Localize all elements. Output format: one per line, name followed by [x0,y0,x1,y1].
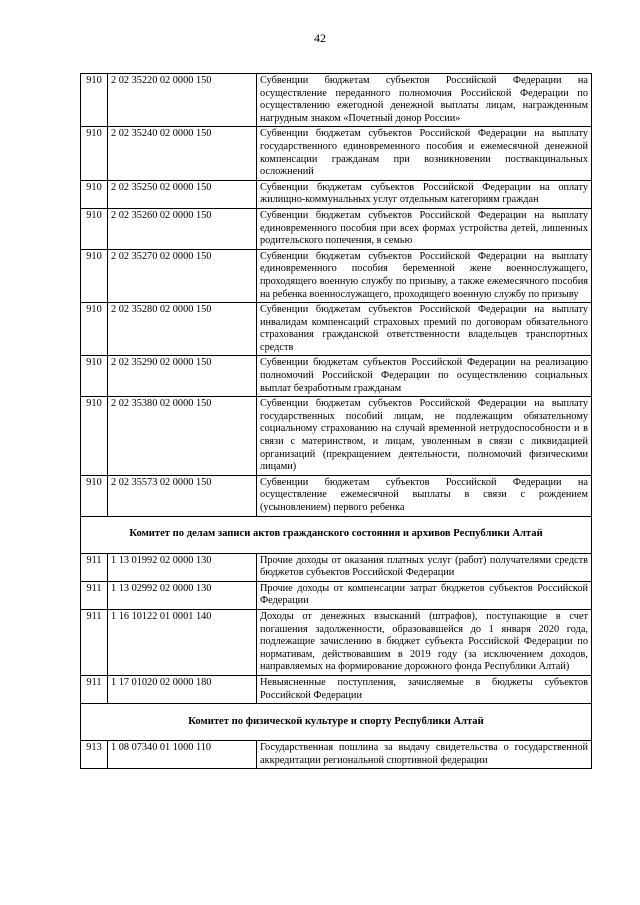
budget-code-cell: 2 02 35260 02 0000 150 [108,208,257,249]
budget-code-cell: 1 17 01020 02 0000 180 [108,675,257,703]
revenue-name-cell: Субвенции бюджетам субъектов Российской Федерации на оплату жилищно-коммунальных услуг отдельным категориям граждан [257,180,592,208]
page-number: 42 [314,31,326,45]
table-row [81,74,592,127]
admin-code-cell: 911 [81,609,108,675]
budget-code-cell: 1 13 02992 02 0000 130 [108,581,257,609]
revenue-name-cell: Субвенции бюджетам субъектов Российской Федерации на осуществление ежемесячной выплаты в связи с рождением (усыновлением) первого ребенка [257,475,592,516]
revenue-name-cell: Субвенции бюджетам субъектов Российской Федерации на осуществление переданного полномочия Российской Федерации по осуществлению ежегодной денежной выплаты лицам, награжденным нагрудным знаком «Почетный донор России» [257,74,592,127]
budget-code-cell: 2 02 35270 02 0000 150 [108,249,257,302]
admin-code-cell: 910 [81,249,108,302]
budget-code-cell: 2 02 35280 02 0000 150 [108,303,257,356]
table-row [81,303,592,356]
table-row [81,553,592,581]
budget-code-cell: 2 02 35290 02 0000 150 [108,356,257,397]
budget-code-cell: 2 02 35380 02 0000 150 [108,397,257,476]
revenue-name-cell: Доходы от денежных взысканий (штрафов), поступающие в счет погашения задолженности, образовавшейся до 1 января 2020 года, подлежащие зачислению в бюджет субъекта Российской Федерации по нормативам, действовавшим в 2019 году (за исключением доходов, направляемых на формирование дорожного фонда Республики Алтай) [257,609,592,675]
section-header-row [81,516,592,553]
table-row [81,356,592,397]
section-title: Комитет по физической культуре и спорту Республики Алтай [81,704,592,741]
revenue-name-cell: Субвенции бюджетам субъектов Российской Федерации на выплату единовременного пособия при всех формах устройства детей, лишенных родительского попечения, в семью [257,208,592,249]
section-header-row [81,704,592,741]
budget-code-cell: 2 02 35250 02 0000 150 [108,180,257,208]
revenue-name-cell: Прочие доходы от оказания платных услуг (работ) получателями средств бюджетов субъектов Российской Федерации [257,553,592,581]
table-body [81,74,592,769]
admin-code-cell: 910 [81,180,108,208]
budget-code-cell: 2 02 35220 02 0000 150 [108,74,257,127]
table-row [81,249,592,302]
admin-code-cell: 910 [81,208,108,249]
admin-code-cell: 910 [81,475,108,516]
table-row [81,741,592,769]
revenue-name-cell: Прочие доходы от компенсации затрат бюджетов субъектов Российской Федерации [257,581,592,609]
revenue-name-cell: Государственная пошлина за выдачу свидетельства о государственной аккредитации региональной спортивной федерации [257,741,592,769]
table-row [81,397,592,476]
admin-code-cell: 910 [81,127,108,180]
table-row [81,127,592,180]
table-row [81,609,592,675]
table-row [81,581,592,609]
budget-code-cell: 1 13 01992 02 0000 130 [108,553,257,581]
revenue-name-cell: Субвенции бюджетам субъектов Российской Федерации на выплату государственного единовременного пособия и ежемесячной денежной компенсации гражданам при возникновении поствакцинальных осложнений [257,127,592,180]
revenue-name-cell: Субвенции бюджетам субъектов Российской Федерации на выплату государственных пособий лицам, не подлежащим обязательному социальному страхованию на случай временной нетрудоспособности и в связи с материнством, и лицам, уволенным в связи с ликвидацией организаций (прекращением деятельности, полномочий физическими лицами) [257,397,592,476]
admin-code-cell: 910 [81,397,108,476]
revenue-codes-table [80,73,592,769]
admin-code-cell: 913 [81,741,108,769]
revenue-name-cell: Невыясненные поступления, зачисляемые в бюджеты субъектов Российской Федерации [257,675,592,703]
table-row [81,475,592,516]
admin-code-cell: 910 [81,303,108,356]
admin-code-cell: 911 [81,675,108,703]
table-row [81,208,592,249]
table-row [81,180,592,208]
admin-code-cell: 911 [81,553,108,581]
budget-code-cell: 1 08 07340 01 1000 110 [108,741,257,769]
section-title: Комитет по делам записи актов гражданского состояния и архивов Республики Алтай [81,516,592,553]
table-row [81,675,592,703]
revenue-name-cell: Субвенции бюджетам субъектов Российской Федерации на выплату единовременного пособия беременной жене военнослужащего, проходящего военную службу по призыву, а также ежемесячного пособия на ребенка военнослужащего, проходящего военную службу по призыву [257,249,592,302]
budget-code-cell: 1 16 10122 01 0001 140 [108,609,257,675]
admin-code-cell: 910 [81,74,108,127]
admin-code-cell: 910 [81,356,108,397]
admin-code-cell: 911 [81,581,108,609]
budget-code-cell: 2 02 35573 02 0000 150 [108,475,257,516]
revenue-name-cell: Субвенции бюджетам субъектов Российской Федерации на реализацию полномочий Российской Федерации по осуществлению социальных выплат безработным гражданам [257,356,592,397]
budget-code-cell: 2 02 35240 02 0000 150 [108,127,257,180]
revenue-name-cell: Субвенции бюджетам субъектов Российской Федерации на выплату инвалидам компенсаций страховых премий по договорам обязательного страхования гражданской ответственности владельцев транспортных средств [257,303,592,356]
